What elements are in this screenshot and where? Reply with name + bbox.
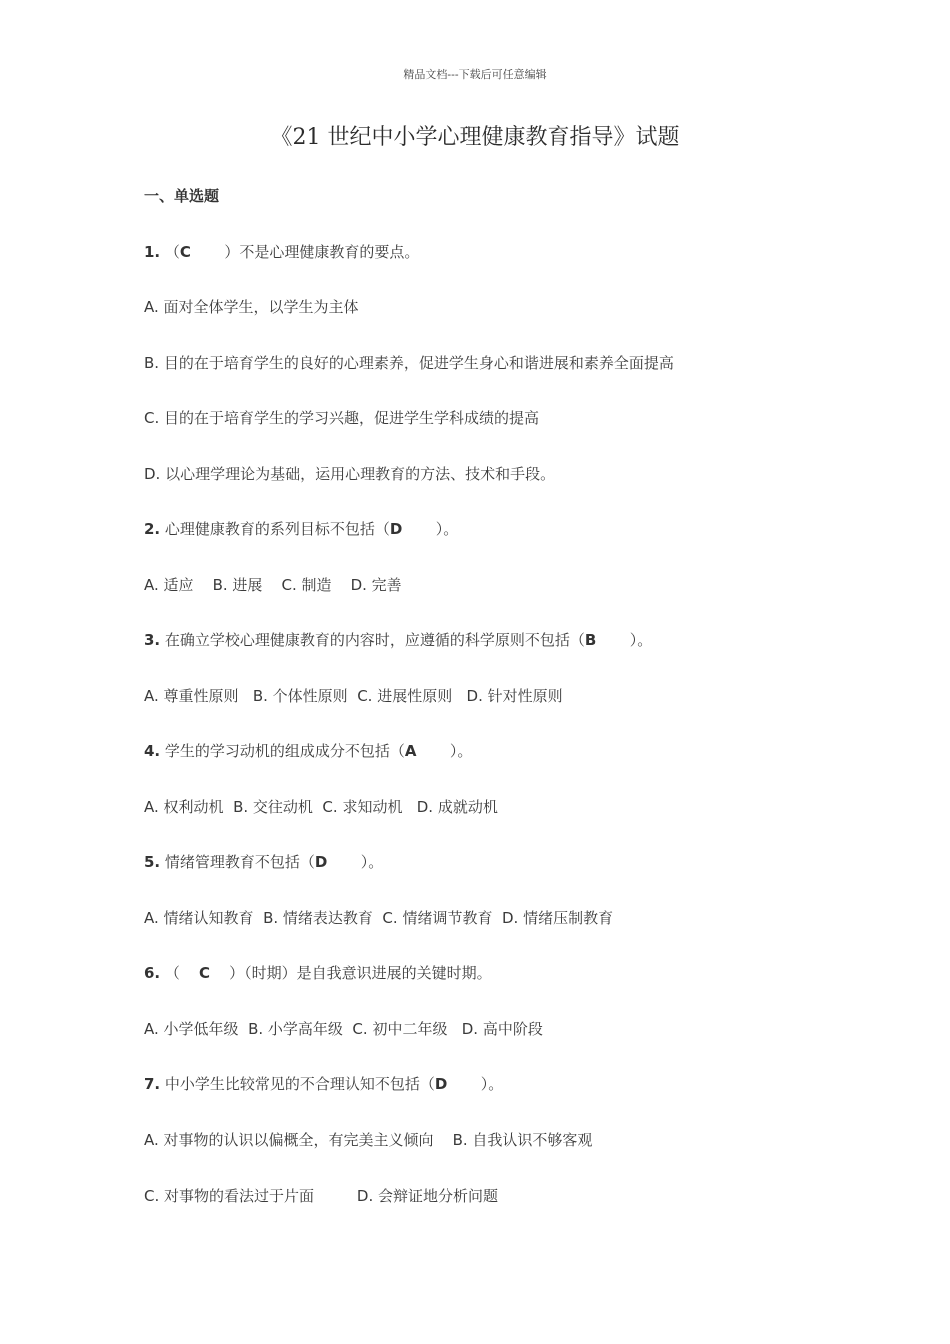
question-text-post: ）（时期）是自我意识进展的关键时期。 (210, 964, 492, 982)
question-text-pre: 在确立学校心理健康教育的内容时，应遵循的科学原则不包括（ (160, 631, 585, 649)
question-4 (144, 740, 472, 762)
answer-letter: A (404, 742, 417, 760)
question-text-pre: 心理健康教育的系列目标不包括（ (160, 520, 390, 538)
option-line: A. 对事物的认识以偏概全，有完美主义倾向 B. 自我认识不够客观 (144, 1131, 593, 1149)
question-text-post: ）。 (447, 1075, 504, 1093)
question-1 (144, 241, 419, 263)
option-line: C. 目的在于培育学生的学习兴趣，促进学生学科成绩的提高 (144, 409, 540, 427)
answer-letter: D (314, 853, 328, 871)
option-line: A. 小学低年级 B. 小学高年级 C. 初中二年级 D. 高中阶段 (144, 1020, 543, 1038)
answer-letter: D (389, 520, 403, 538)
question-number: 1. (144, 243, 161, 261)
document-title: 《21 世纪中小学心理健康教育指导》试题 (270, 125, 680, 150)
answer-letter: D (434, 1075, 448, 1093)
question-number: 6. (144, 964, 161, 982)
question-text-post: ）。 (596, 631, 653, 649)
option-line: C. 对事物的看法过于片面 D. 会辩证地分析问题 (144, 1187, 499, 1205)
header-note: 精品文档---下载后可任意编辑 (403, 68, 547, 81)
answer-letter: C (198, 964, 210, 982)
section-heading: 一、单选题 (144, 187, 220, 205)
question-number: 2. (144, 520, 161, 538)
question-5 (144, 851, 383, 873)
question-7 (144, 1073, 503, 1095)
question-text-post: ）。 (327, 853, 384, 871)
question-text-post: ）。 (416, 742, 473, 760)
question-text-pre: 学生的学习动机的组成成分不包括（ (160, 742, 405, 760)
option-line: D. 以心理学理论为基础，运用心理教育的方法、技术和手段。 (144, 465, 556, 483)
option-line: A. 情绪认知教育 B. 情绪表达教育 C. 情绪调节教育 D. 情绪压制教育 (144, 909, 614, 927)
option-line: A. 权利动机 B. 交往动机 C. 求知动机 D. 成就动机 (144, 798, 498, 816)
question-text-pre: 中小学生比较常见的不合理认知不包括（ (160, 1075, 435, 1093)
option-line: B. 目的在于培育学生的良好的心理素养，促进学生身心和谐进展和素养全面提高 (144, 354, 674, 372)
question-text-pre: 情绪管理教育不包括（ (160, 853, 315, 871)
question-3 (144, 629, 652, 651)
answer-letter: B (584, 631, 597, 649)
option-line: A. 尊重性原则 B. 个体性原则 C. 进展性原则 D. 针对性原则 (144, 687, 563, 705)
question-number: 5. (144, 853, 161, 871)
question-number: 3. (144, 631, 161, 649)
question-6 (144, 962, 492, 984)
question-text-pre: （ (160, 243, 180, 261)
question-text-post: ）不是心理健康教育的要点。 (190, 243, 420, 261)
question-text-post: ）。 (402, 520, 459, 538)
question-2 (144, 518, 458, 540)
option-line: A. 适应 B. 进展 C. 制造 D. 完善 (144, 576, 402, 594)
question-number: 4. (144, 742, 161, 760)
option-line: A. 面对全体学生，以学生为主体 (144, 298, 359, 316)
question-text-pre: （ (160, 964, 199, 982)
question-number: 7. (144, 1075, 161, 1093)
answer-letter: C (179, 243, 191, 261)
